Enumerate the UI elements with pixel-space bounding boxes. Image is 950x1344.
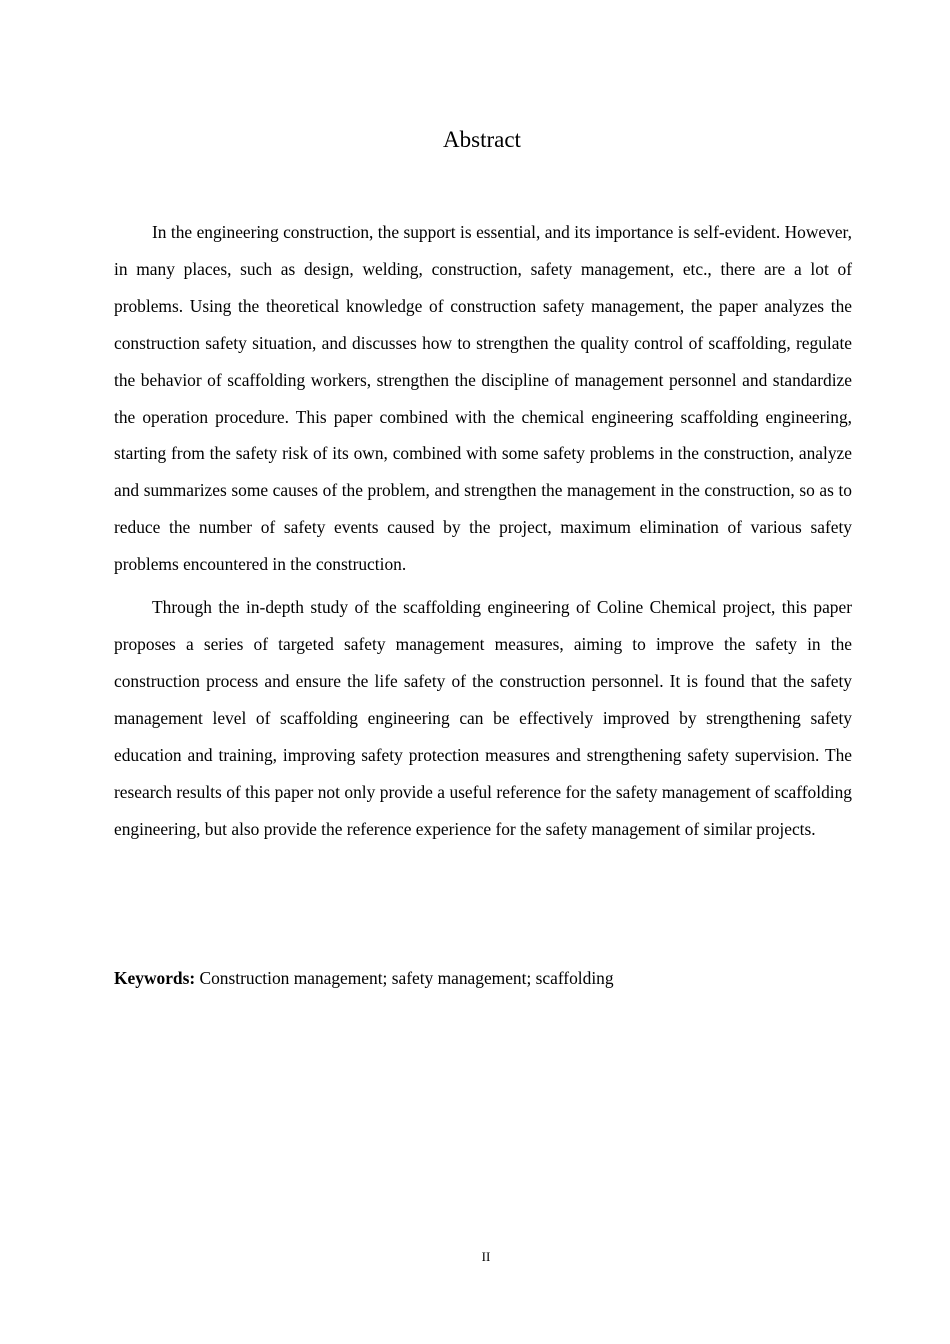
abstract-paragraph-1: In the engineering construction, the support is essential, and its importance is self-evident. However, in many places, such as design, welding, construction, safety management, etc., there are a lot of problems. Using the theoretical knowledge of construction safety management, the paper analyzes the construction safety situation, and discusses how to strengthen the quality control of scaffolding, regulate the behavior of scaffolding workers, strengthen the discipline of management personnel and standardize the operation procedure. This paper combined with the chemical engineering scaffolding engineering, starting from the safety risk of its own, combined with some safety problems in the construction, analyze and summarizes some causes of the problem, and strengthen the management in the construction, so as to reduce the number of safety events caused by the project, maximum elimination of various safety problems encountered in the construction.: [114, 222, 852, 575]
abstract-paragraph-2: Through the in-depth study of the scaffolding engineering of Coline Chemical project, this paper proposes a series of targeted safety management measures, aiming to improve the safety in the construction process and ensure the life safety of the construction personnel. It is found that the safety management level of scaffolding engineering can be effectively improved by strengthening safety education and training, improving safety protection measures and strengthening safety supervision. The research results of this paper not only provide a useful reference for the safety management of scaffolding engineering, but also provide the reference experience for the safety management of similar projects.: [114, 597, 852, 839]
page-number: II: [481, 1249, 491, 1264]
page-title: Abstract: [443, 127, 521, 152]
keywords-text: Construction management; safety management; scaffolding: [195, 968, 614, 988]
abstract-body: [114, 214, 852, 847]
keywords-label: Keywords:: [114, 968, 196, 988]
keywords-line: [114, 962, 852, 994]
